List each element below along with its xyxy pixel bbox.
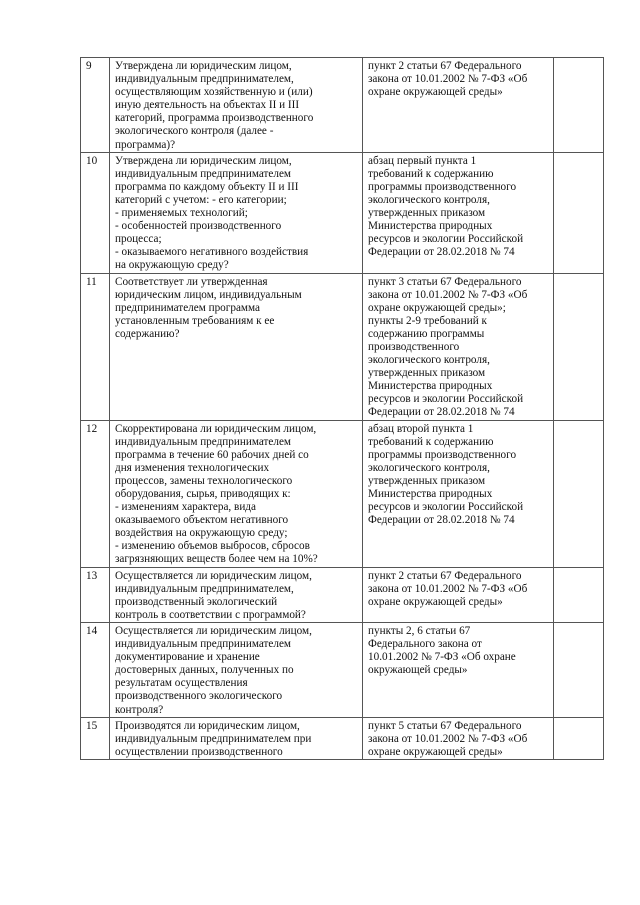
question-cell: Соответствует ли утвержденная юридическим лицом, индивидуальным предпринимателем программа установленным требованиям к ее содержанию? <box>110 273 363 420</box>
legal-reference-cell: пункт 2 статьи 67 Федерального закона от 10.01.2002 № 7-ФЗ «Об охране окружающей среды» <box>363 58 554 153</box>
table-row <box>81 420 604 567</box>
table-row <box>81 58 604 153</box>
question-cell: Утверждена ли юридическим лицом, индивидуальным предпринимателем программа по каждому объекту II и III категорий с учетом: - его категории; - применяемых технологий; - особенностей производственного процесса; - оказываемого негативного воздействия на окружающую среду? <box>110 152 363 273</box>
row-number: 10 <box>81 152 110 273</box>
empty-cell <box>554 717 604 759</box>
empty-cell <box>554 420 604 567</box>
empty-cell <box>554 273 604 420</box>
question-cell: Утверждена ли юридическим лицом, индивидуальным предпринимателем, осуществляющим хозяйственную и (или) иную деятельность на объектах II и III категорий, программа производственного экологического контроля (далее - программа)? <box>110 58 363 153</box>
table-row <box>81 152 604 273</box>
legal-reference-cell: пункты 2, 6 статьи 67 Федерального закона от 10.01.2002 № 7-ФЗ «Об охране окружающей среды» <box>363 622 554 717</box>
table-row <box>81 567 604 622</box>
question-cell: Осуществляется ли юридическим лицом, индивидуальным предпринимателем документирование и хранение достоверных данных, полученных по результатам осуществления производственного экологического контроля? <box>110 622 363 717</box>
question-cell: Производятся ли юридическим лицом, индивидуальным предпринимателем при осуществлении производственного <box>110 717 363 759</box>
question-cell: Осуществляется ли юридическим лицом, индивидуальным предпринимателем, производственный экологический контроль в соответствии с программой? <box>110 567 363 622</box>
table-row <box>81 717 604 759</box>
checklist-table <box>80 57 604 760</box>
row-number: 9 <box>81 58 110 153</box>
empty-cell <box>554 152 604 273</box>
legal-reference-cell: абзац первый пункта 1 требований к содержанию программы производственного экологического контроля, утвержденных приказом Министерства природных ресурсов и экологии Российской Федерации от 28.02.2018 № 74 <box>363 152 554 273</box>
question-cell: Скорректирована ли юридическим лицом, индивидуальным предпринимателем программа в течение 60 рабочих дней со дня изменения технологических процессов, замены технологического оборудования, сырья, приводящих к: - изменениям характера, вида оказываемого объектом негативного воздействия на окружающую среду; - изменению объемов выбросов, сбросов загрязняющих веществ более чем на 10%? <box>110 420 363 567</box>
legal-reference-cell: пункт 2 статьи 67 Федерального закона от 10.01.2002 № 7-ФЗ «Об охране окружающей среды» <box>363 567 554 622</box>
table-row <box>81 622 604 717</box>
row-number: 14 <box>81 622 110 717</box>
empty-cell <box>554 58 604 153</box>
row-number: 13 <box>81 567 110 622</box>
empty-cell <box>554 567 604 622</box>
legal-reference-cell: пункт 3 статьи 67 Федерального закона от 10.01.2002 № 7-ФЗ «Об охране окружающей среды»; пункты 2-9 требований к содержанию программы производственного экологического контроля, утвержденных приказом Министерства природных ресурсов и экологии Российской Федерации от 28.02.2018 № 74 <box>363 273 554 420</box>
legal-reference-cell: абзац второй пункта 1 требований к содержанию программы производственного экологического контроля, утвержденных приказом Министерства природных ресурсов и экологии Российской Федерации от 28.02.2018 № 74 <box>363 420 554 567</box>
table-row <box>81 273 604 420</box>
row-number: 11 <box>81 273 110 420</box>
row-number: 12 <box>81 420 110 567</box>
legal-reference-cell: пункт 5 статьи 67 Федерального закона от 10.01.2002 № 7-ФЗ «Об охране окружающей среды» <box>363 717 554 759</box>
empty-cell <box>554 622 604 717</box>
row-number: 15 <box>81 717 110 759</box>
